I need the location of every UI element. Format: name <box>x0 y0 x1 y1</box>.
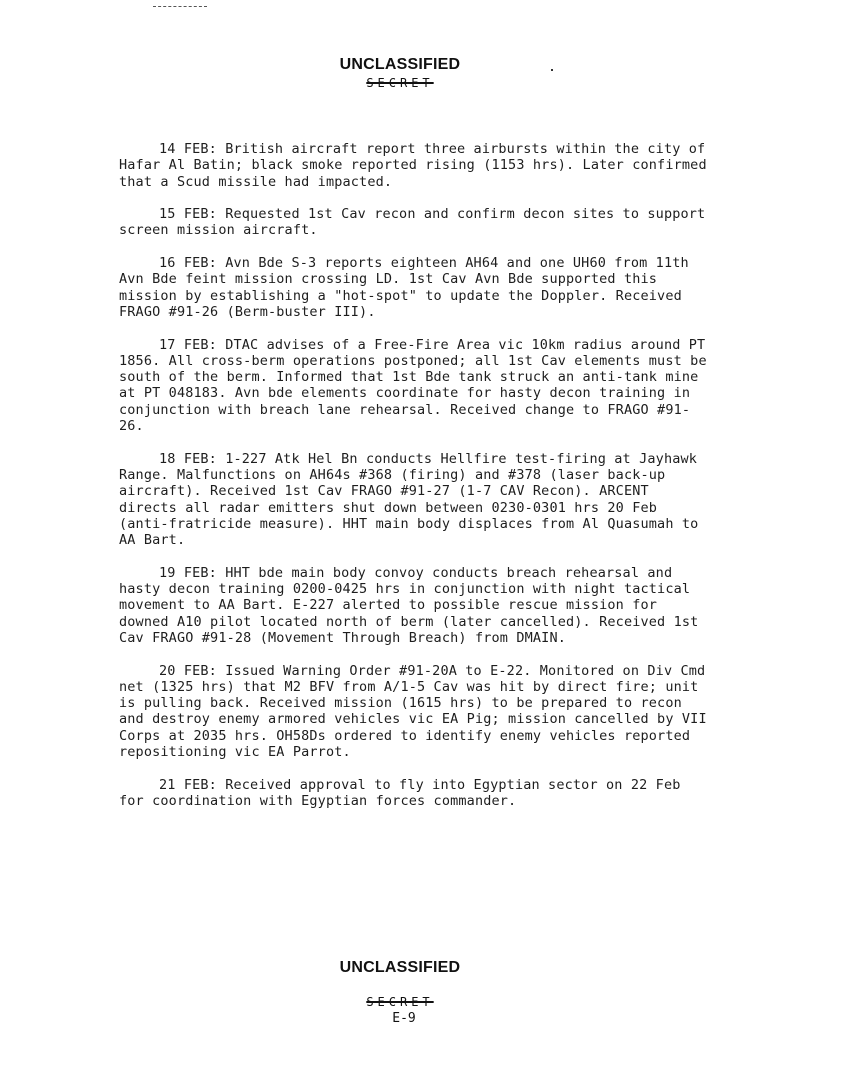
scan-artifact-dashes <box>153 0 207 7</box>
entry-18-feb: 18 FEB: 1-227 Atk Hel Bn conducts Hellfire test-firing at Jayhawk Range. Malfunctions on AH64s #368 (firing) and #378 (laser back-up aircraft). Received 1st Cav FRAGO #91-27 (1-7 CAV Recon). ARCENT directs all radar emitters shut down between 0230-0301 hrs 20 Feb (anti-fratricide measure). HHT main body displaces from Al Quasumah to AA Bart. <box>119 450 699 549</box>
entry-14-feb: 14 FEB: British aircraft report three airbursts within the city of Hafar Al Batin; black smoke reported rising (1153 hrs). Later confirmed that a Scud missile had impacted. <box>119 141 707 190</box>
entry-17-feb: 17 FEB: DTAC advises of a Free-Fire Area vic 10km radius around PT 1856. All cross-berm operations postponed; all 1st Cav elements must be south of the berm. Informed that 1st Bde tank struck an anti-tank mine at PT 048183. Avn bde elements coordinate for hasty decon training in conjunction with breach lane rehearsal. Received change to FRAGO #91-26. <box>119 336 707 435</box>
entry-16-feb: 16 FEB: Avn Bde S-3 reports eighteen AH64 and one UH60 from 11th Avn Bde feint mission crossing LD. 1st Cav Avn Bde supported this mission by establishing a "hot-spot" to update the Doppler. Received FRAGO #91-26 (Berm-buster III). <box>119 255 689 320</box>
entry-21-feb: 21 FEB: Received approval to fly into Egyptian sector on 22 Feb for coordination with Egyptian forces commander. <box>119 776 681 809</box>
entry-19-feb: 19 FEB: HHT bde main body convoy conducts breach rehearsal and hasty decon training 0200-0425 hrs in conjunction with night tactical movement to AA Bart. E-227 alerted to possible rescue mission for downed A10 pilot located north of berm (later cancelled). Received 1st Cav FRAGO #91-28 (Movement Through Breach) from DMAIN. <box>119 564 699 646</box>
entry-20-feb: 20 FEB: Issued Warning Order #91-20A to E-22. Monitored on Div Cmd net (1325 hrs) that M2 BFV from A/1-5 Cav was hit by direct fire; unit is pulling back. Received mission (1615 hrs) to be prepared to recon and destroy enemy armored vehicles vic EA Pig; mission cancelled by VII Corps at 2035 hrs. OH58Ds ordered to identify enemy vehicles reported repositioning vic EA Parrot. <box>119 662 707 760</box>
header-struck-text: SECRET <box>366 76 434 90</box>
header-struck-marking <box>0 76 800 90</box>
chronology-body <box>119 141 709 825</box>
header-classification: UNCLASSIFIED <box>339 56 461 73</box>
footer-classification: UNCLASSIFIED <box>339 959 461 976</box>
footer-struck-marking <box>0 995 800 1009</box>
footer-struck-text: SECRET <box>366 995 434 1009</box>
page-number: E-9 <box>392 1011 416 1026</box>
entry-15-feb: 15 FEB: Requested 1st Cav recon and confirm decon sites to support screen mission aircraft. <box>119 206 706 239</box>
